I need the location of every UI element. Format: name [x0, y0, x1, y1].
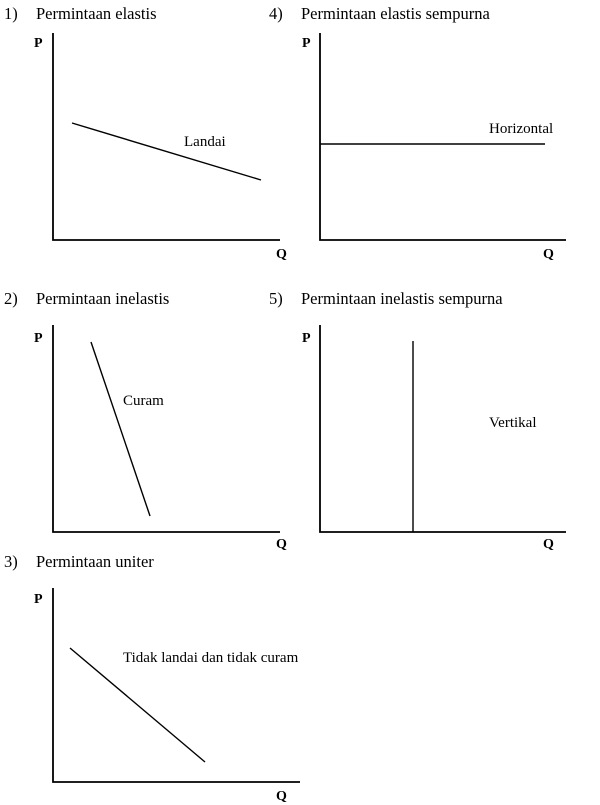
demand-curve: [72, 123, 261, 180]
y-axis-label: P: [302, 331, 311, 346]
demand-curve: [91, 342, 150, 516]
axes: [53, 325, 280, 532]
x-axis-label: Q: [543, 247, 554, 262]
panel-number: 4): [269, 4, 283, 23]
curve-label: Vertikal: [489, 415, 537, 431]
x-axis-label: Q: [276, 247, 287, 262]
panel-number: 1): [4, 4, 18, 23]
x-axis-label: Q: [543, 537, 554, 552]
panel-number: 5): [269, 289, 283, 308]
axes: [53, 588, 300, 782]
panel-perfectly-inelastic-demand: [269, 289, 566, 552]
curve-label: Curam: [123, 393, 164, 409]
curve-label: Landai: [184, 134, 226, 150]
y-axis-label: P: [34, 331, 43, 346]
y-axis-label: P: [302, 36, 311, 51]
panel-perfectly-elastic-demand: [269, 4, 566, 262]
y-axis-label: P: [34, 36, 43, 51]
axes: [53, 33, 280, 240]
panel-title: Permintaan elastis: [36, 4, 157, 23]
curve-label: Horizontal: [489, 121, 554, 137]
x-axis-label: Q: [276, 537, 287, 552]
panel-title: Permintaan inelastis sempurna: [301, 289, 503, 308]
curve-label: Tidak landai dan tidak curam: [123, 650, 299, 666]
panel-inelastic-demand: [4, 289, 287, 552]
panel-title: Permintaan uniter: [36, 552, 154, 571]
panel-unitary-demand: [4, 552, 300, 804]
x-axis-label: Q: [276, 789, 287, 804]
panel-number: 2): [4, 289, 18, 308]
panel-elastic-demand: [4, 4, 287, 262]
y-axis-label: P: [34, 592, 43, 607]
panel-number: 3): [4, 552, 18, 571]
panel-title: Permintaan inelastis: [36, 289, 170, 308]
panel-title: Permintaan elastis sempurna: [301, 4, 490, 23]
